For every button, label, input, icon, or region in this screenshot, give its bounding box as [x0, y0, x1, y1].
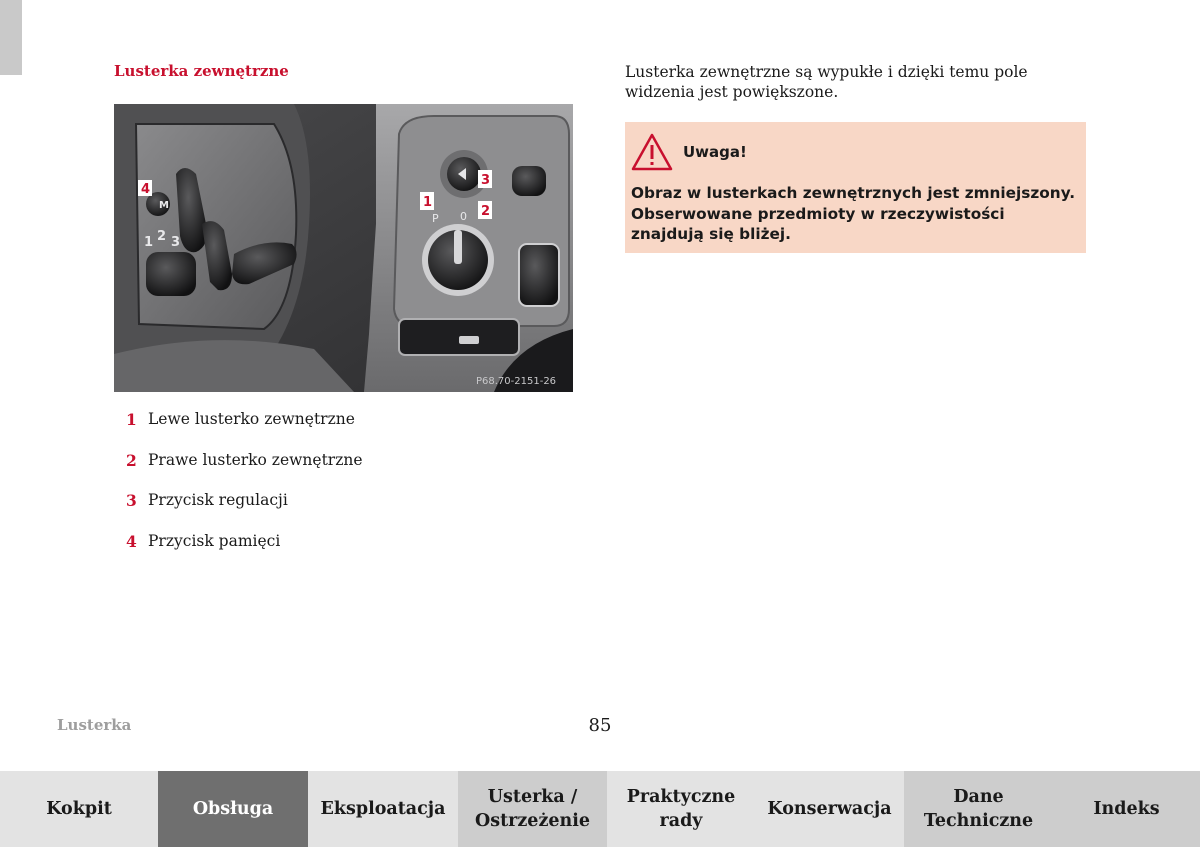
- memory-label-3: 3: [171, 235, 181, 250]
- page-number: 85: [588, 715, 612, 736]
- nav-tab-obsluga[interactable]: Obsługa: [158, 771, 308, 847]
- mirror-controls-illustration: [114, 104, 573, 392]
- nav-tab-konserwacja[interactable]: Konserwacja: [755, 771, 904, 847]
- callout-3: [478, 170, 492, 188]
- memory-label-1: 1: [144, 235, 154, 250]
- svg-text:1: 1: [423, 195, 433, 210]
- callout-2: [478, 201, 492, 219]
- warning-box: [625, 122, 1086, 253]
- chapter-navbar: [0, 771, 1200, 847]
- dial-label-0: 0: [460, 210, 467, 223]
- nav-tab-dane-techniczne[interactable]: Dane Techniczne: [904, 771, 1053, 847]
- nav-tab-eksploatacja[interactable]: Eksploatacja: [308, 771, 458, 847]
- warning-triangle-icon: [631, 133, 673, 175]
- nav-tab-kokpit[interactable]: Kokpit: [0, 771, 158, 847]
- memory-label-2: 2: [157, 229, 167, 244]
- legend-list: [126, 410, 363, 572]
- warning-title: Uwaga!: [683, 143, 747, 161]
- nav-tab-indeks[interactable]: Indeks: [1053, 771, 1200, 847]
- intro-text: Lusterka zewnętrzne są wypukłe i dzięki temu pole widzenia jest powiększone.: [625, 63, 1028, 101]
- legend-item: [126, 451, 363, 492]
- figure-code: P68.70-2151-26: [476, 376, 557, 387]
- section-title: Lusterka zewnętrzne: [114, 62, 289, 80]
- dial-label-p: P: [432, 212, 439, 225]
- legend-label: Przycisk pamięci: [148, 531, 281, 550]
- nav-tab-usterka[interactable]: Usterka / Ostrzeżenie: [458, 771, 607, 847]
- memory-label-m: M: [159, 200, 169, 211]
- legend-item: [126, 410, 363, 451]
- legend-label: Prawe lusterko zewnętrzne: [148, 450, 363, 469]
- svg-text:4: 4: [141, 182, 151, 197]
- legend-number: 2: [126, 450, 137, 470]
- callout-4: [138, 180, 152, 197]
- legend-number: 1: [126, 410, 137, 429]
- svg-text:2: 2: [481, 204, 491, 219]
- nav-tab-praktyczne-rady[interactable]: Praktyczne rady: [607, 771, 755, 847]
- legend-item: [126, 491, 363, 532]
- legend-label: Lewe lusterko zewnętrzne: [148, 410, 355, 428]
- warning-body: Obraz w lusterkach zewnętrznych jest zmniejszony. Obserwowane przedmioty w rzeczywistości znajdują się bliżej.: [631, 184, 1076, 243]
- corner-tab: [0, 0, 22, 75]
- legend-item: [126, 532, 363, 573]
- callout-1: [420, 192, 434, 210]
- footer-section-label: Lusterka: [57, 716, 132, 734]
- legend-label: Przycisk regulacji: [148, 491, 288, 509]
- legend-number: 3: [126, 491, 137, 510]
- svg-text:3: 3: [481, 173, 491, 188]
- legend-number: 4: [126, 531, 137, 551]
